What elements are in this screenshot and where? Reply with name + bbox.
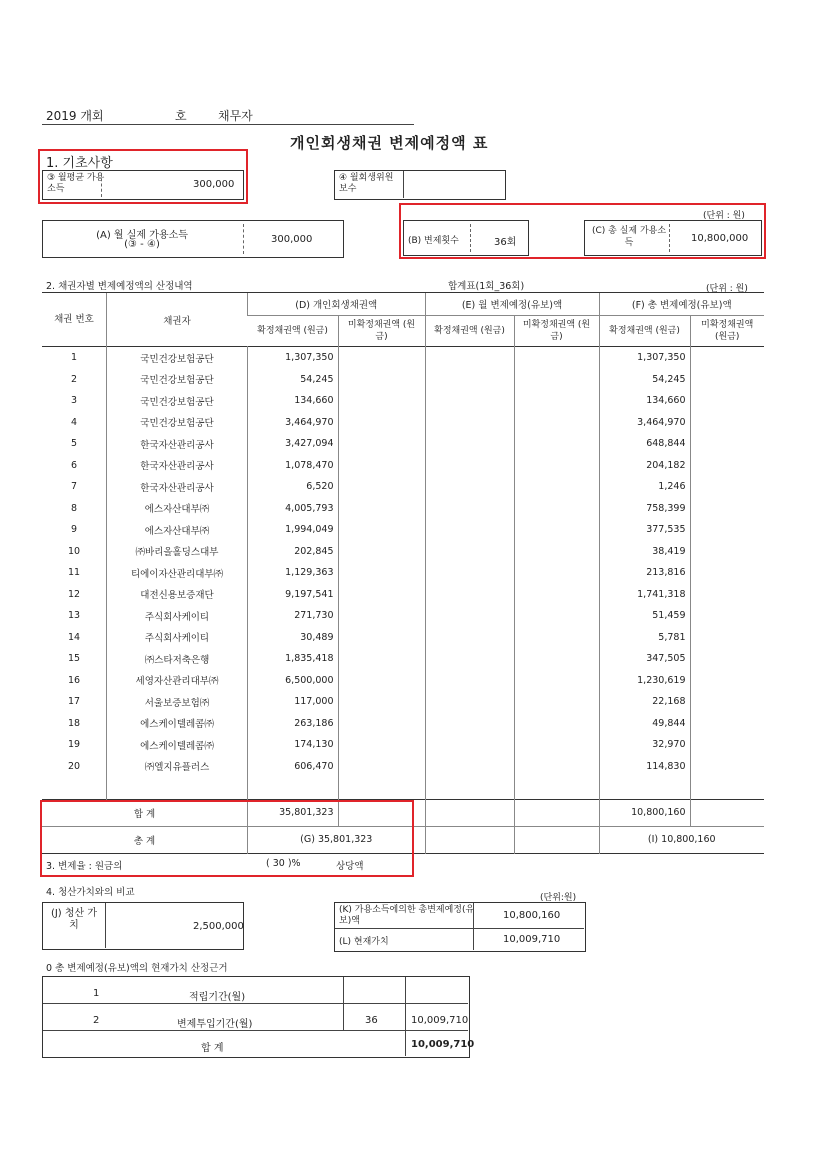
row-d: 1,835,418 — [248, 648, 339, 670]
row-f: 1,246 — [599, 476, 690, 498]
row-name: 국민건강보험공단 — [107, 412, 248, 434]
pv-sum-label: 합 계 — [201, 1043, 224, 1054]
row-d: 1,129,363 — [248, 562, 339, 584]
row-no: 4 — [70, 416, 78, 428]
row-f: 49,844 — [599, 713, 690, 735]
a-formula: (③ - ④) — [124, 239, 160, 250]
row-name: ㈜스타저축은행 — [107, 648, 248, 670]
section2-heading: 2. 채권자별 변제예정액의 산정내역 — [46, 281, 193, 292]
row-d: 606,470 — [248, 756, 339, 778]
row-no: 18 — [67, 717, 81, 729]
col-f-header: (F) 총 변제예정(유보)액 — [599, 293, 764, 316]
table-row — [42, 519, 764, 541]
box-kl — [334, 902, 586, 952]
row-f: 1,230,619 — [599, 670, 690, 692]
page-title: 개인회생채권 변제예정액 표 — [290, 134, 489, 152]
table-row — [42, 476, 764, 498]
row-no: 5 — [70, 438, 78, 450]
row-no: 11 — [67, 567, 81, 579]
row-d: 4,005,793 — [248, 498, 339, 520]
c-label: (C) 총 실제 가용소득 — [591, 226, 667, 248]
unit-label-1: (단위 : 원) — [703, 211, 745, 221]
pv-sum-value: 10,009,710 — [411, 1039, 475, 1050]
row-no: 6 — [70, 459, 78, 471]
c-value: 10,800,000 — [691, 233, 749, 244]
total-i: (I) 10,800,160 — [599, 826, 764, 853]
row-name: ㈜엘지유플러스 — [107, 756, 248, 778]
row-name: 한국자산관리공사 — [107, 476, 248, 498]
row-no: 13 — [67, 610, 81, 622]
row-f: 114,830 — [599, 756, 690, 778]
table-row — [42, 734, 764, 756]
row-d: 117,000 — [248, 691, 339, 713]
sum-d: 35,801,323 — [248, 799, 339, 826]
a-label: (A) 월 실제 가용소득 — [96, 230, 188, 241]
row-f: 1,307,350 — [599, 347, 690, 369]
f-unconfirmed-header: 미확정채권액 (원금) — [690, 316, 764, 347]
a-value: 300,000 — [271, 234, 313, 245]
table-row — [42, 369, 764, 391]
row-d: 263,186 — [248, 713, 339, 735]
row-name: 에스자산대부㈜ — [107, 519, 248, 541]
total-label: 총 계 — [133, 835, 156, 847]
table-row — [42, 412, 764, 434]
row-f: 648,844 — [599, 433, 690, 455]
row-f: 134,660 — [599, 390, 690, 412]
row-name: 주식회사케이티 — [107, 627, 248, 649]
section5-heading: 0 총 변제예정(유보)액의 현재가치 산정근거 — [46, 963, 228, 974]
row-d: 9,197,541 — [248, 584, 339, 606]
row-name: 한국자산관리공사 — [107, 433, 248, 455]
row-no: 1 — [70, 352, 78, 364]
k-label: (K) 가용소득에의한 총변제예정(유보)액 — [339, 905, 475, 926]
sum-label: 합 계 — [133, 808, 156, 820]
row-f: 377,535 — [599, 519, 690, 541]
j-label: (J) 청산 가치 — [50, 908, 98, 931]
row-name: 국민건강보험공단 — [107, 390, 248, 412]
row-d: 3,464,970 — [248, 412, 339, 434]
row-d: 1,994,049 — [248, 519, 339, 541]
row-f: 1,741,318 — [599, 584, 690, 606]
row-d: 202,845 — [248, 541, 339, 563]
table-row — [42, 455, 764, 477]
row-name: 에스케이텔레콤㈜ — [107, 713, 248, 735]
debtor-label: 채무자 — [218, 109, 253, 123]
row-f: 51,459 — [599, 605, 690, 627]
b-value: 36회 — [494, 237, 517, 248]
k-value: 10,800,160 — [503, 910, 561, 921]
table-row — [42, 562, 764, 584]
trustee-fee-label: ④ 월회생위원 보수 — [339, 173, 394, 194]
row-f: 38,419 — [599, 541, 690, 563]
creditor-table — [42, 293, 764, 854]
section3-heading: 3. 변제율 : 원금의 — [46, 861, 123, 872]
row-f: 347,505 — [599, 648, 690, 670]
pv-row1-label: 적립기간(월) — [189, 992, 246, 1003]
table-row — [42, 713, 764, 735]
row-name: 주식회사케이티 — [107, 605, 248, 627]
row-name: 에스자산대부㈜ — [107, 498, 248, 520]
row-f: 213,816 — [599, 562, 690, 584]
row-d: 3,427,094 — [248, 433, 339, 455]
section2-subtitle: 합계표(1회_36회) — [448, 281, 525, 292]
table-row — [42, 670, 764, 692]
row-d: 6,520 — [248, 476, 339, 498]
e-unconfirmed-header: 미확정채권액 (원금) — [514, 316, 599, 347]
row-d: 6,500,000 — [248, 670, 339, 692]
row-no: 16 — [67, 674, 81, 686]
col-no-header: 채권 번호 — [54, 313, 94, 325]
row-f: 22,168 — [599, 691, 690, 713]
table-row — [42, 433, 764, 455]
e-confirmed-header: 확정채권액 (원금) — [425, 316, 514, 347]
j-value: 2,500,000 — [193, 921, 244, 932]
table-row — [42, 390, 764, 412]
unit-label-2: (단위 : 원) — [706, 284, 748, 294]
table-row — [42, 584, 764, 606]
repayment-rate: ( 30 )% — [266, 858, 301, 869]
box-j — [42, 902, 244, 950]
highlight-totals — [40, 800, 414, 877]
row-f: 5,781 — [599, 627, 690, 649]
table-row — [42, 541, 764, 563]
row-d: 54,245 — [248, 369, 339, 391]
row-name: 국민건강보험공단 — [107, 369, 248, 391]
section4-heading: 4. 청산가치와의 비교 — [46, 887, 135, 898]
row-name: 세영자산관리대부㈜ — [107, 670, 248, 692]
row-name: ㈜바리올홀딩스대부 — [107, 541, 248, 563]
b-label: (B) 변제횟수 — [408, 236, 459, 246]
row-name: 국민건강보험공단 — [107, 347, 248, 369]
row-no: 10 — [67, 545, 81, 557]
table-row — [42, 347, 764, 369]
total-g: (G) 35,801,323 — [248, 826, 426, 853]
row-no: 15 — [67, 653, 81, 665]
row-f: 54,245 — [599, 369, 690, 391]
row-name: 대전신용보증재단 — [107, 584, 248, 606]
row-no: 14 — [67, 631, 81, 643]
pv-row2-no: 2 — [93, 1015, 100, 1026]
section1-heading: 1. 기초사항 — [46, 156, 113, 171]
row-f: 758,399 — [599, 498, 690, 520]
row-no: 3 — [70, 395, 78, 407]
row-no: 17 — [67, 696, 81, 708]
row-d: 271,730 — [248, 605, 339, 627]
repayment-rate-suffix: 상당액 — [336, 861, 364, 872]
highlight-basic-info — [38, 149, 248, 204]
pv-row2-months: 36 — [365, 1015, 378, 1026]
row-no: 7 — [70, 481, 78, 493]
row-no: 8 — [70, 502, 78, 514]
sum-f: 10,800,160 — [599, 799, 690, 826]
row-d: 30,489 — [248, 627, 339, 649]
table-row — [42, 691, 764, 713]
row-d: 174,130 — [248, 734, 339, 756]
pv-row2-label: 변제투입기간(월) — [177, 1019, 253, 1030]
table-row — [42, 627, 764, 649]
row-name: 서울보증보험㈜ — [107, 691, 248, 713]
f-confirmed-header: 확정채권액 (원금) — [599, 316, 690, 347]
col-e-header: (E) 월 변제예정(유보)액 — [425, 293, 599, 316]
col-d-header: (D) 개인회생채권액 — [248, 293, 426, 316]
d-confirmed-header: 확정채권액 (원금) — [257, 326, 328, 336]
highlight-repayment — [399, 203, 766, 259]
row-no: 12 — [67, 588, 81, 600]
row-name: 티에이자산관리대부㈜ — [107, 562, 248, 584]
l-label: (L) 현재가치 — [339, 937, 389, 947]
table-row — [42, 605, 764, 627]
row-name: 에스케이텔레콤㈜ — [107, 734, 248, 756]
pv-table — [42, 976, 475, 1058]
row-d: 134,660 — [248, 390, 339, 412]
row-d: 1,078,470 — [248, 455, 339, 477]
row-no: 19 — [67, 739, 81, 751]
pv-row2-value: 10,009,710 — [411, 1015, 469, 1026]
row-name: 한국자산관리공사 — [107, 455, 248, 477]
case-ho: 호 — [175, 109, 187, 123]
trustee-fee-box — [334, 170, 506, 200]
box-a — [42, 220, 344, 258]
col-creditor-header: 채권자 — [107, 293, 248, 347]
row-f: 3,464,970 — [599, 412, 690, 434]
row-d: 1,307,350 — [248, 347, 339, 369]
monthly-income-label: ③ 월평균 가용소득 — [47, 173, 105, 194]
monthly-income-value: 300,000 — [193, 179, 235, 190]
row-f: 32,970 — [599, 734, 690, 756]
unit-label-3: (단위:원) — [540, 893, 577, 903]
table-row — [42, 756, 764, 778]
table-row — [42, 648, 764, 670]
row-no: 20 — [67, 760, 81, 772]
header-underline — [42, 124, 414, 125]
l-value: 10,009,710 — [503, 934, 561, 945]
table-row — [42, 498, 764, 520]
row-no: 9 — [70, 524, 78, 536]
d-unconfirmed-header: 미확정채권액 (원금) — [338, 316, 425, 347]
row-no: 2 — [70, 373, 78, 385]
case-year: 2019 개회 — [46, 109, 104, 123]
row-f: 204,182 — [599, 455, 690, 477]
pv-row1-no: 1 — [93, 988, 100, 999]
